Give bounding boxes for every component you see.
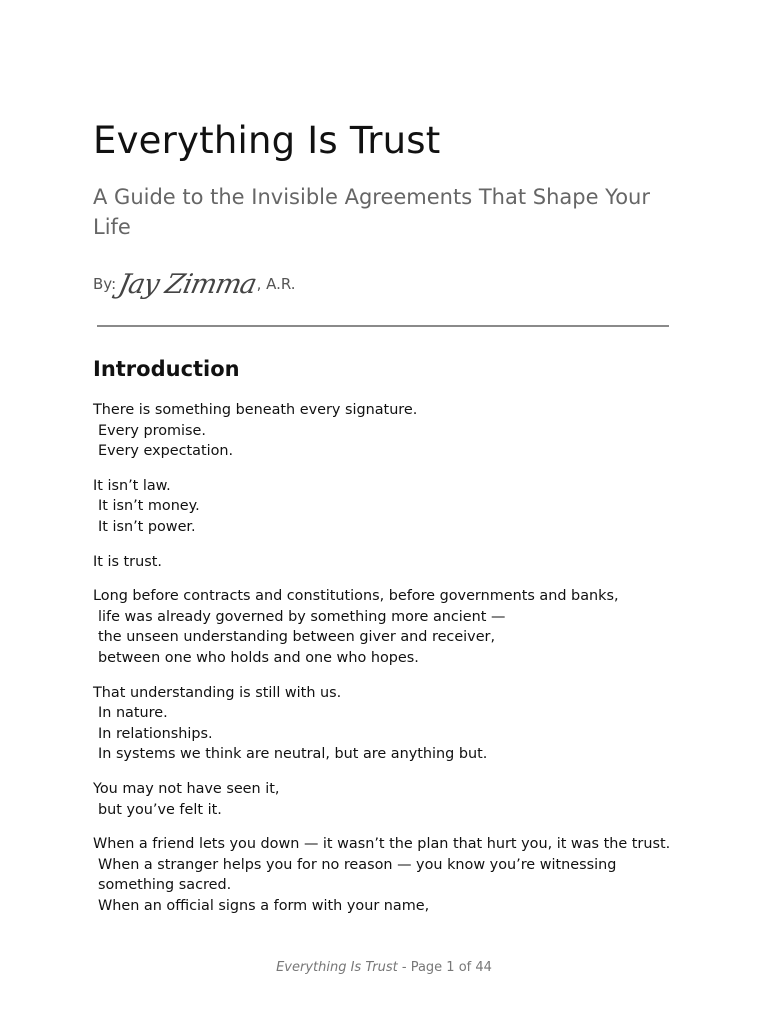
paragraph [93, 476, 683, 538]
author-signature: Jay Zimma [115, 268, 259, 300]
paragraph [93, 834, 683, 916]
section-body [93, 400, 683, 930]
text-line: It isn’t law. [93, 477, 171, 494]
text-line: There is something beneath every signature. [93, 402, 418, 418]
title-divider [97, 325, 669, 327]
text-line: When a stranger helps you for no reason — you know you’re witnessing something sacred. [98, 856, 617, 894]
text-line: but you’ve felt it. [98, 801, 222, 818]
text-line: between one who holds and one who hopes. [98, 649, 419, 666]
text-line: You may not have seen it, [93, 780, 280, 797]
text-line: That understanding is still with us. [93, 684, 342, 701]
paragraph [93, 683, 683, 765]
text-line: In relationships. [98, 725, 213, 742]
document-title: Everything Is Trust [93, 119, 441, 162]
paragraph [93, 779, 683, 820]
byline-prefix: By: [93, 275, 117, 293]
text-line: When an official signs a form with your name, [98, 897, 430, 914]
text-line: It is trust. [93, 553, 162, 570]
text-line: Long before contracts and constitutions, before governments and banks, [93, 588, 619, 605]
text-line: Every expectation. [98, 443, 234, 460]
text-line: When a friend lets you down — it wasn’t the plan that hurt you, it was the trust. [93, 836, 671, 853]
text-line: It isn’t power. [98, 518, 196, 535]
text-line: Every promise. [98, 422, 206, 439]
paragraph [93, 400, 683, 462]
text-line: It isn’t money. [98, 498, 200, 515]
footer-doc-title: Everything Is Trust [276, 960, 398, 975]
text-line: In nature. [98, 705, 168, 722]
byline-suffix: , A.R. [256, 275, 296, 293]
paragraph [93, 552, 683, 573]
paragraph [93, 586, 683, 668]
text-line: the unseen understanding between giver and receiver, [98, 629, 496, 646]
document-subtitle: A Guide to the Invisible Agreements That Shape Your Life [93, 185, 651, 239]
footer-separator: - [397, 960, 411, 975]
page-number: Page 1 of 44 [410, 960, 492, 975]
byline [93, 262, 296, 306]
section-heading: Introduction [93, 357, 240, 381]
text-line: In systems we think are neutral, but are anything but. [98, 746, 488, 763]
page-footer [0, 960, 768, 975]
text-line: life was already governed by something more ancient — [98, 608, 506, 625]
